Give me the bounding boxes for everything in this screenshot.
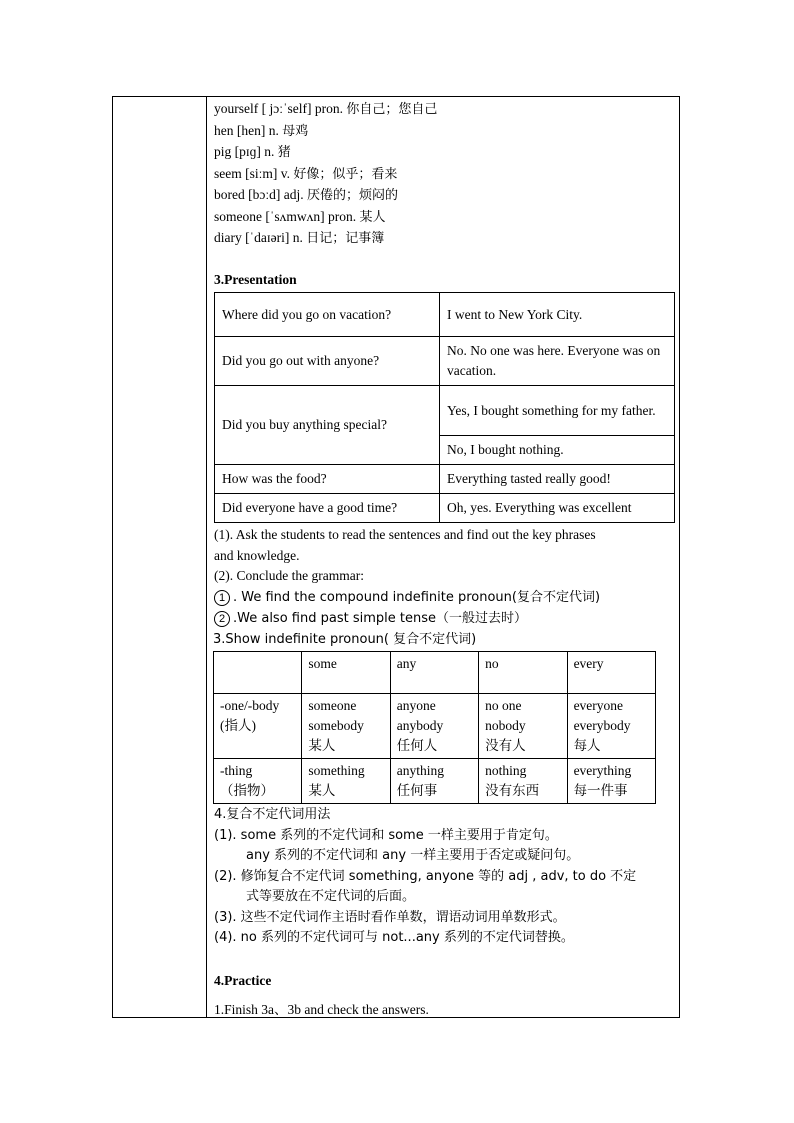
- conclusion-2: 2 .We also find past simple tense（一般过去时）: [214, 608, 676, 630]
- conclusion-1: 1 . We find the compound indefinite pronoun(复合不定代词): [214, 587, 676, 609]
- lesson-content: [214, 99, 676, 1021]
- table-row: [215, 494, 675, 523]
- table-row: [214, 694, 656, 759]
- question-cell: Did everyone have a good time?: [215, 494, 440, 523]
- vocab-list: [214, 99, 676, 250]
- table-row: [215, 386, 675, 436]
- vocab-meaning: 厌倦的；烦闷的: [306, 188, 398, 203]
- vocab-item: [214, 142, 676, 164]
- vocab-meaning: 猪: [277, 145, 291, 160]
- vocab-word: pig [pɪɡ] n.: [214, 144, 275, 159]
- header-cell: every: [567, 652, 655, 694]
- vocab-item: [214, 185, 676, 207]
- usage-4: (4). no 系列的不定代词可与 not...any 系列的不定代词替换。: [214, 930, 574, 945]
- presentation-heading: 3.Presentation: [214, 271, 297, 287]
- presentation-table: [214, 292, 675, 523]
- table-cell: something 某人: [302, 759, 390, 804]
- table-row: [215, 337, 675, 386]
- table-row: [215, 293, 675, 337]
- answer-cell: No. No one was here. Everyone was on vacation.: [440, 337, 675, 386]
- usage-title: 4.复合不定代词用法: [214, 807, 331, 822]
- vocab-item: [214, 228, 676, 250]
- question-cell: Where did you go on vacation?: [215, 293, 440, 337]
- circled-number: 2: [214, 611, 230, 627]
- vocab-item: [214, 207, 676, 229]
- vocab-item: [214, 121, 676, 143]
- usage-3: (3). 这些不定代词作主语时看作单数，谓语动词用单数形式。: [214, 909, 566, 925]
- circled-number: 1: [214, 590, 230, 606]
- header-cell: any: [390, 652, 478, 694]
- vocab-meaning: 日记；记事簿: [306, 231, 385, 246]
- usage-section: [214, 805, 676, 949]
- answer-cell: I went to New York City.: [440, 293, 675, 337]
- question-cell: Did you buy anything special?: [215, 386, 440, 465]
- answer-cell: Yes, I bought something for my father.: [440, 386, 675, 436]
- table-cell: no one nobody 没有人: [479, 694, 567, 759]
- vocab-item: [214, 99, 676, 121]
- table-cell: everyone everybody 每人: [567, 694, 655, 759]
- vocab-word: hen [hen] n.: [214, 122, 279, 138]
- steps: [214, 525, 676, 650]
- vocab-meaning: 母鸡: [282, 123, 309, 139]
- table-row: [214, 759, 656, 804]
- table-cell: everything 每一件事: [567, 759, 655, 804]
- table-header-row: [214, 652, 656, 694]
- header-cell: some: [302, 652, 390, 694]
- column-divider: [206, 96, 207, 1018]
- table-cell: -one/-body (指人): [214, 694, 302, 759]
- table-row: [215, 465, 675, 494]
- vocab-word: yourself [ jɔːˈself] pron.: [214, 101, 343, 116]
- table-cell: nothing 没有东西: [479, 759, 567, 804]
- usage-2-cont: 式等要放在不定代词的后面。: [246, 889, 416, 904]
- header-cell: [214, 652, 302, 694]
- table-cell: someone somebody 某人: [302, 694, 390, 759]
- answer-cell: Oh, yes. Everything was excellent: [440, 494, 675, 523]
- step-2: (2). Conclude the grammar:: [214, 568, 364, 583]
- vocab-meaning: 好像；似乎；看来: [293, 166, 398, 182]
- usage-2: (2). 修饰复合不定代词 something, anyone 等的 adj , adv, to do 不定: [214, 868, 637, 884]
- header-cell: no: [479, 652, 567, 694]
- table-cell: anything 任何事: [390, 759, 478, 804]
- vocab-word: bored [bɔːd] adj.: [214, 187, 304, 202]
- practice-item: 1.Finish 3a、3b and check the answers.: [214, 1002, 429, 1017]
- answer-cell: No, I bought nothing.: [440, 436, 675, 465]
- usage-1-cont: any 系列的不定代词和 any 一样主要用于否定或疑问句。: [246, 848, 580, 863]
- table-cell: anyone anybody 任何人: [390, 694, 478, 759]
- vocab-word: someone [ˈsʌmwʌn] pron.: [214, 208, 357, 224]
- vocab-word: seem [siːm] v.: [214, 165, 290, 181]
- vocab-word: diary [ˈdaɪəri] n.: [214, 230, 303, 245]
- question-cell: Did you go out with anyone?: [215, 337, 440, 386]
- step-1: (1). Ask the students to read the sentences and find out the key phrases: [214, 527, 596, 542]
- usage-1: (1). some 系列的不定代词和 some 一样主要用于肯定句。: [214, 827, 558, 843]
- step-3: 3.Show indefinite pronoun( 复合不定代词): [213, 631, 477, 647]
- vocab-item: [214, 164, 676, 186]
- step-1-cont: and knowledge.: [214, 547, 300, 563]
- question-cell: How was the food?: [215, 465, 440, 494]
- vocab-meaning: 你自己；您自己: [346, 102, 438, 117]
- answer-cell: Everything tasted really good!: [440, 465, 675, 494]
- vocab-meaning: 某人: [359, 209, 386, 225]
- indefinite-pronoun-table: [213, 651, 656, 804]
- practice-heading: 4.Practice: [214, 972, 272, 988]
- table-cell: -thing （指物）: [214, 759, 302, 804]
